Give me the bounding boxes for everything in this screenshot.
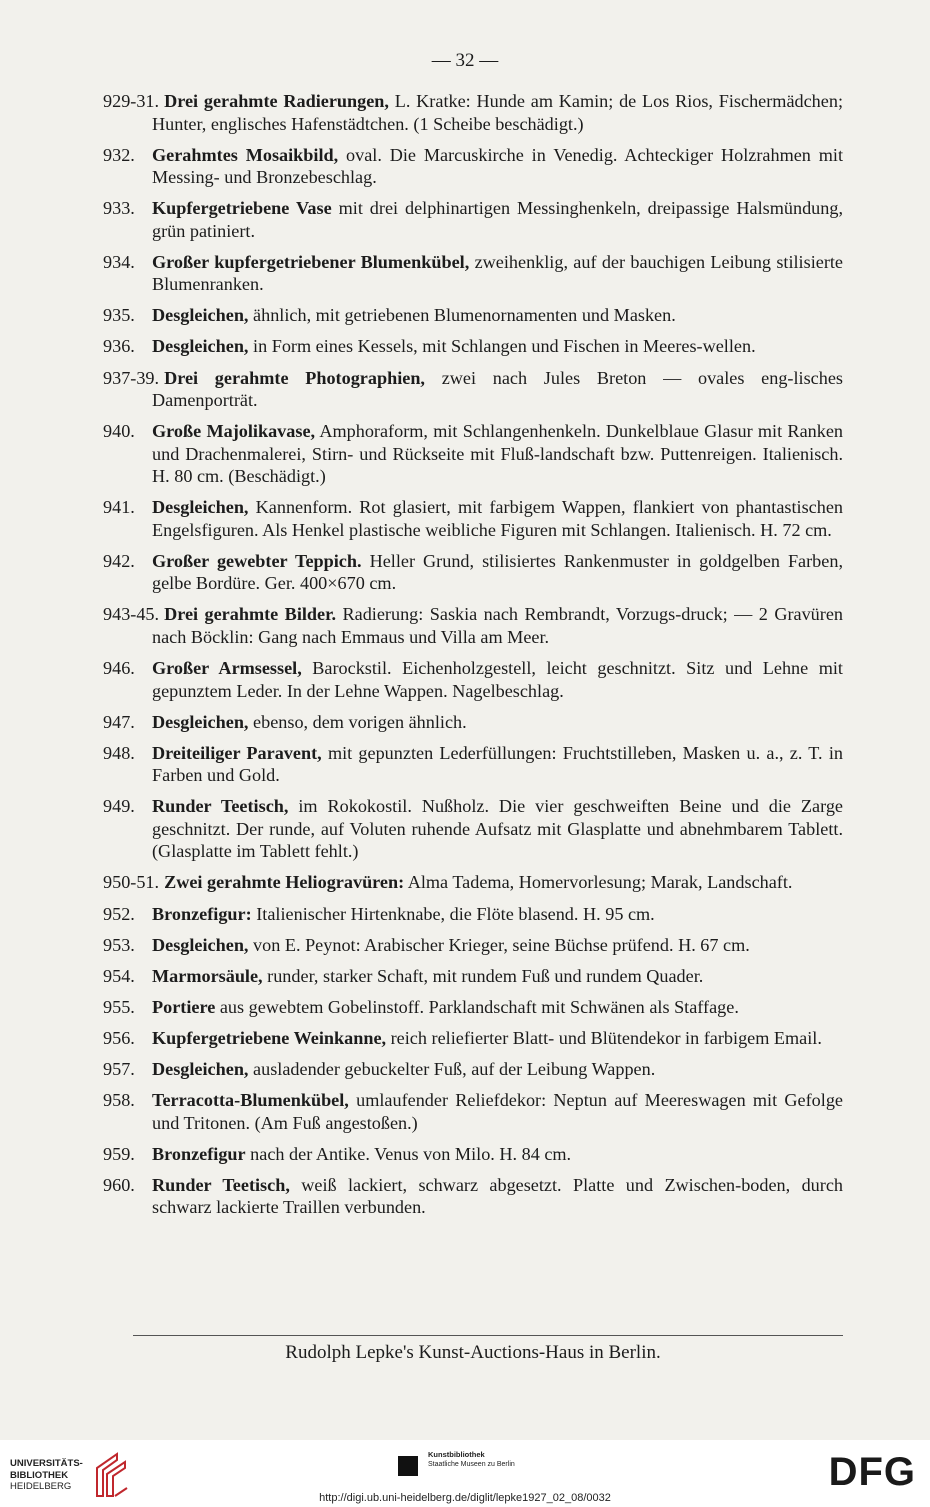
lot-title: Drei gerahmte Bilder. — [164, 604, 337, 625]
catalog-entry — [103, 903, 843, 926]
lot-description: aus gewebtem Gobelinstoff. Parklandschaft mit Schwänen als Staffage. — [215, 996, 739, 1017]
lot-description: ebenso, dem vorigen ähnlich. — [248, 711, 467, 732]
lot-number: 941. — [103, 497, 135, 518]
lot-number: 953. — [103, 934, 135, 955]
catalog-entry — [103, 711, 843, 734]
lot-number: 929-31. — [103, 91, 160, 111]
page-number: — 32 — — [431, 50, 499, 71]
lot-title: Zwei gerahmte Heliogravüren: — [164, 872, 405, 893]
catalog-entry — [103, 1027, 843, 1050]
catalog-entry — [103, 934, 843, 957]
lot-number: 955. — [103, 996, 135, 1017]
lot-title: Terracotta-Blumenkübel, — [152, 1090, 349, 1111]
lot-title: Marmorsäule, — [152, 965, 263, 986]
lot-description: L. Kratke: Hunde am Kamin; de Los Rios, Fischermädchen; Hunter, englisches Hafenstädtchen. (1 Scheibe beschädigt.) — [152, 91, 843, 134]
lot-title: Runder Teetisch, — [152, 1174, 290, 1195]
catalog-entry — [103, 657, 843, 702]
kb-subtitle: Staatliche Museen zu Berlin — [428, 1461, 515, 1468]
lot-description: Kannenform. Rot glasiert, mit farbigem Wappen, flankiert von phantastischen Engelsfiguren. Als Henkel plastische weibliche Figuren mit Schlangen. Italienisch. H. 72 cm. — [152, 497, 843, 540]
catalog-entry — [103, 965, 843, 988]
catalog-entry — [103, 550, 843, 595]
catalog-entry — [103, 496, 843, 541]
lot-description: Barockstil. Eichenholzgestell, leicht geschnitzt. Sitz und Lehne mit gepunztem Leder. In der Lehne Wappen. Nagelbeschlag. — [152, 658, 843, 701]
lot-number: 936. — [103, 336, 135, 357]
lot-title: Großer Armsessel, — [152, 658, 302, 679]
library-name-line2: BIBLIOTHEK — [10, 1469, 69, 1481]
catalog-entry — [103, 420, 843, 488]
catalog-entry — [103, 1143, 843, 1166]
lot-description: Radierung: Saskia nach Rembrandt, Vorzugs-druck; — 2 Gravüren nach Böcklin: Gang nach Emmaus und Villa am Meer. — [152, 604, 843, 647]
lot-description: ähnlich, mit getriebenen Blumenornamenten und Masken. — [248, 305, 676, 326]
catalog-entry — [103, 1174, 843, 1219]
lot-description: oval. Die Marcuskirche in Venedig. Achteckiger Holzrahmen mit Messing- und Bronzebeschlag. — [152, 144, 843, 188]
lot-description: in Form eines Kessels, mit Schlangen und Fischen in Meeres-wellen. — [248, 336, 756, 357]
catalog-entry — [103, 1058, 843, 1081]
lot-number: 949. — [103, 796, 135, 817]
lot-title: Bronzefigur: — [152, 903, 252, 924]
lot-description: umlaufender Reliefdekor: Neptun auf Meereswagen mit Gefolge und Tritonen. (Am Fuß angestoßen.) — [152, 1090, 843, 1133]
catalog-entry — [103, 996, 843, 1019]
lot-description: ausladender gebuckelter Fuß, auf der Leibung Wappen. — [248, 1058, 656, 1079]
lot-title: Desgleichen, — [152, 497, 249, 518]
catalog-entry — [103, 367, 843, 412]
lot-number: 954. — [103, 965, 135, 986]
lot-number: 934. — [103, 251, 135, 272]
lot-description: Italienischer Hirtenknabe, die Flöte blasend. H. 95 cm. — [251, 903, 655, 924]
lot-title: Desgleichen, — [152, 934, 249, 955]
catalog-entry — [103, 871, 843, 894]
lot-title: Dreiteiliger Paravent, — [152, 742, 322, 763]
lot-description: Amphoraform, mit Schlangenhenkeln. Dunkelblaue Glasur mit Ranken und Drachenmalerei, Stirn- und Rückseite mit Fluß-landschaft bzw. Puttenreigen. Italienisch. H. 80 cm. (Beschädigt.) — [152, 421, 843, 487]
lot-description: reich reliefierter Blatt- und Blütendekor in farbigem Email. — [386, 1027, 822, 1048]
lot-number: 950-51. — [103, 872, 160, 893]
lot-number: 946. — [103, 658, 135, 679]
lot-number: 947. — [103, 711, 135, 732]
lot-number: 937-39. — [103, 367, 160, 388]
lot-title: Bronzefigur — [152, 1143, 246, 1164]
lot-title: Desgleichen, — [152, 711, 249, 732]
catalog-entry — [103, 304, 843, 327]
catalog-entry — [103, 197, 843, 242]
lot-description: mit gepunzten Lederfüllungen: Fruchtstilleben, Masken u. a., z. T. in Farben und Gold. — [152, 742, 843, 786]
lot-description: Heller Grund, stilisiertes Rankenmuster in goldgelben Farben, gelbe Bordüre. Ger. 400×670 cm. — [152, 550, 843, 594]
lot-description: weiß lackiert, schwarz abgesetzt. Platte und Zwischen-boden, durch schwarz lackierte Traillen verbunden. — [152, 1174, 843, 1218]
lot-description: von E. Peynot: Arabischer Krieger, seine Büchse prüfend. H. 67 cm. — [248, 934, 750, 955]
lot-title: Drei gerahmte Radierungen, — [164, 91, 389, 111]
lot-title: Gerahmtes Mosaikbild, — [152, 144, 339, 165]
catalog-entries — [103, 90, 843, 1227]
lot-title: Kupfergetriebene Weinkanne, — [152, 1027, 387, 1048]
library-name-line1: UNIVERSITÄTS- — [10, 1458, 83, 1469]
lot-number: 960. — [103, 1174, 135, 1195]
lot-description: mit drei delphinartigen Messinghenkeln, dreipassige Halsmündung, grün patiniert. — [152, 198, 843, 241]
lot-title: Desgleichen, — [152, 336, 249, 357]
lot-number: 943-45. — [103, 604, 160, 625]
lot-number: 958. — [103, 1090, 135, 1111]
catalog-entry — [103, 335, 843, 358]
catalog-entry — [103, 144, 843, 189]
lot-title: Portiere — [152, 996, 216, 1017]
kunstbibliothek-mark-icon — [398, 1456, 418, 1476]
lot-number: 933. — [103, 198, 135, 219]
library-name-line3: HEIDELBERG — [10, 1481, 72, 1492]
ub-heidelberg-logo-text — [10, 1458, 83, 1493]
lot-description: zwei nach Jules Breton — ovales eng-lisches Damenporträt. — [152, 367, 843, 411]
digitization-footer — [0, 1440, 930, 1507]
catalog-entry — [103, 795, 843, 863]
lot-number: 935. — [103, 305, 135, 326]
lot-description: im Rokokostil. Nußholz. Die vier geschweiften Beine und die Zarge geschnitzt. Der runde, auf Voluten ruhende Aufsatz mit Glasplatte und abnehmbarem Tablett. (Glasplatte im Tablett fehlt.) — [152, 796, 844, 862]
catalog-entry — [103, 251, 843, 296]
lot-number: 942. — [103, 550, 135, 571]
kb-name: Kunstbibliothek — [428, 1450, 485, 1459]
lot-number: 956. — [103, 1027, 135, 1048]
lot-number: 940. — [103, 421, 135, 442]
lot-description: nach der Antike. Venus von Milo. H. 84 cm. — [245, 1143, 572, 1164]
catalog-entry — [103, 90, 843, 135]
dfg-logo: DFG — [828, 1450, 916, 1494]
permalink-url[interactable]: http://digi.ub.uni-heidelberg.de/diglit/lepke1927_02_08/0032 — [319, 1492, 611, 1504]
lot-title: Desgleichen, — [152, 1058, 249, 1079]
lot-title: Drei gerahmte Photographien, — [164, 367, 425, 388]
publisher-line: Rudolph Lepke's Kunst-Auctions-Haus in Berlin. — [285, 1342, 661, 1363]
lot-description: runder, starker Schaft, mit rundem Fuß und rundem Quader. — [262, 965, 704, 986]
lot-title: Großer kupfergetriebener Blumenkübel, — [152, 251, 470, 272]
lot-number: 957. — [103, 1058, 135, 1079]
lot-description: Alma Tadema, Homervorlesung; Marak, Landschaft. — [404, 872, 793, 893]
lot-title: Großer gewebter Teppich. — [152, 550, 362, 571]
lot-title: Kupfergetriebene Vase — [152, 198, 332, 219]
lot-title: Desgleichen, — [152, 305, 249, 326]
catalog-entry — [103, 603, 843, 648]
divider-rule — [133, 1335, 843, 1336]
lot-number: 948. — [103, 742, 135, 763]
lot-title: Große Majolikavase, — [152, 421, 316, 442]
lot-number: 932. — [103, 144, 135, 165]
lot-number: 952. — [103, 903, 135, 924]
catalog-entry — [103, 1089, 843, 1134]
lot-description: zweihenklig, auf der bauchigen Leibung stilisierte Blumenranken. — [152, 251, 843, 295]
lot-title: Runder Teetisch, — [152, 796, 289, 817]
catalog-entry — [103, 742, 843, 787]
lot-number: 959. — [103, 1143, 135, 1164]
